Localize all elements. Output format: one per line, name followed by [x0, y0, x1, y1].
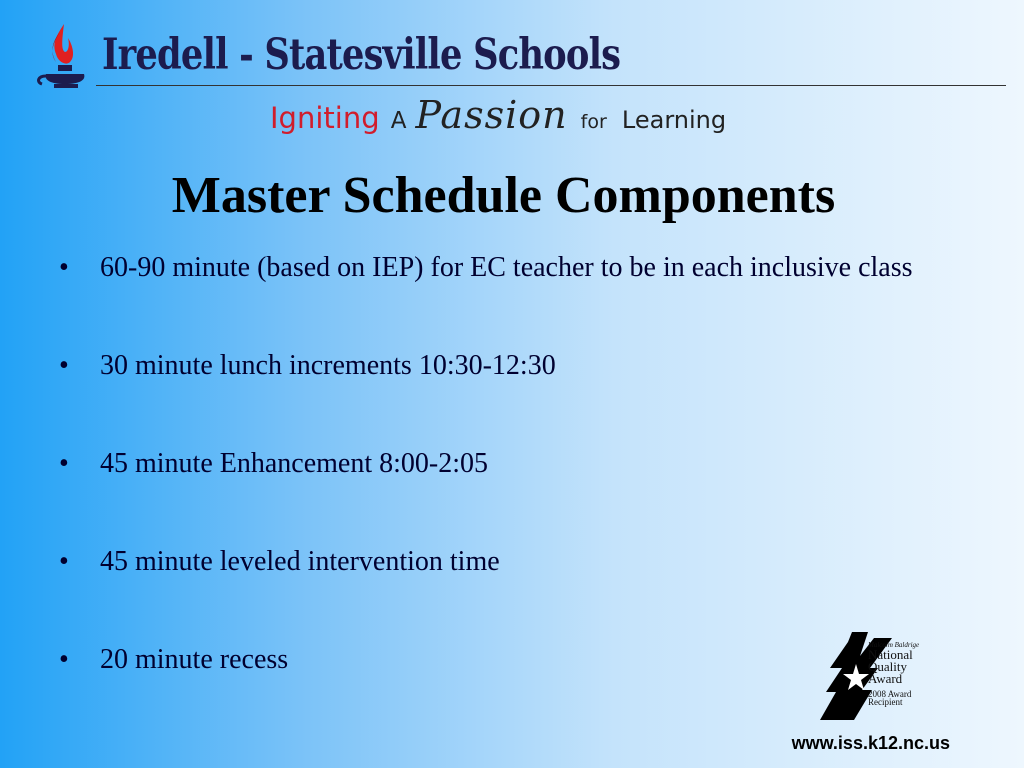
bullet-text: 45 minute Enhancement 8:00-2:05 [100, 448, 489, 479]
torch-lamp-logo [32, 18, 94, 96]
footer-url[interactable]: www.iss.k12.nc.us [791, 733, 950, 753]
award-line-6: Recipient [868, 697, 903, 708]
tagline [270, 93, 726, 139]
bullet-item [57, 346, 917, 386]
bullet-text: 60-90 minute (based on IEP) for EC teacher to be in each inclusive class [100, 252, 913, 283]
bullet-dot: • [59, 252, 69, 283]
tagline-passion: Passion [415, 93, 568, 137]
bullet-text: 45 minute leveled intervention time [100, 546, 500, 577]
tagline-for: for [580, 111, 607, 133]
bullet-text: 20 minute recess [100, 644, 289, 675]
award-line-1: Malcolm Baldrige [868, 641, 920, 649]
slide-title: Master Schedule Components [171, 167, 836, 224]
header-divider [96, 85, 1006, 86]
bullet-dot: • [59, 350, 69, 381]
bullet-item [57, 640, 917, 680]
bullet-item [57, 542, 917, 582]
bullet-dot: • [59, 644, 69, 675]
district-name: Iredell - Statesville Schools [102, 30, 621, 80]
bullet-dot: • [59, 448, 69, 479]
bullet-text: 30 minute lunch increments 10:30-12:30 [100, 350, 556, 381]
award-line-3: Quality [868, 658, 907, 674]
tagline-a: A [390, 108, 407, 134]
bullet-item [57, 248, 917, 288]
tagline-learning: Learning [621, 106, 727, 134]
award-text [868, 642, 948, 707]
bullet-list [57, 248, 917, 738]
award-line-4: Award [868, 671, 903, 687]
award-line-5: 2008 Award [868, 688, 912, 699]
bullet-item [57, 444, 917, 484]
award-line-2: National [868, 646, 913, 662]
bullet-dot: • [59, 546, 69, 577]
tagline-igniting: Igniting [270, 101, 380, 135]
